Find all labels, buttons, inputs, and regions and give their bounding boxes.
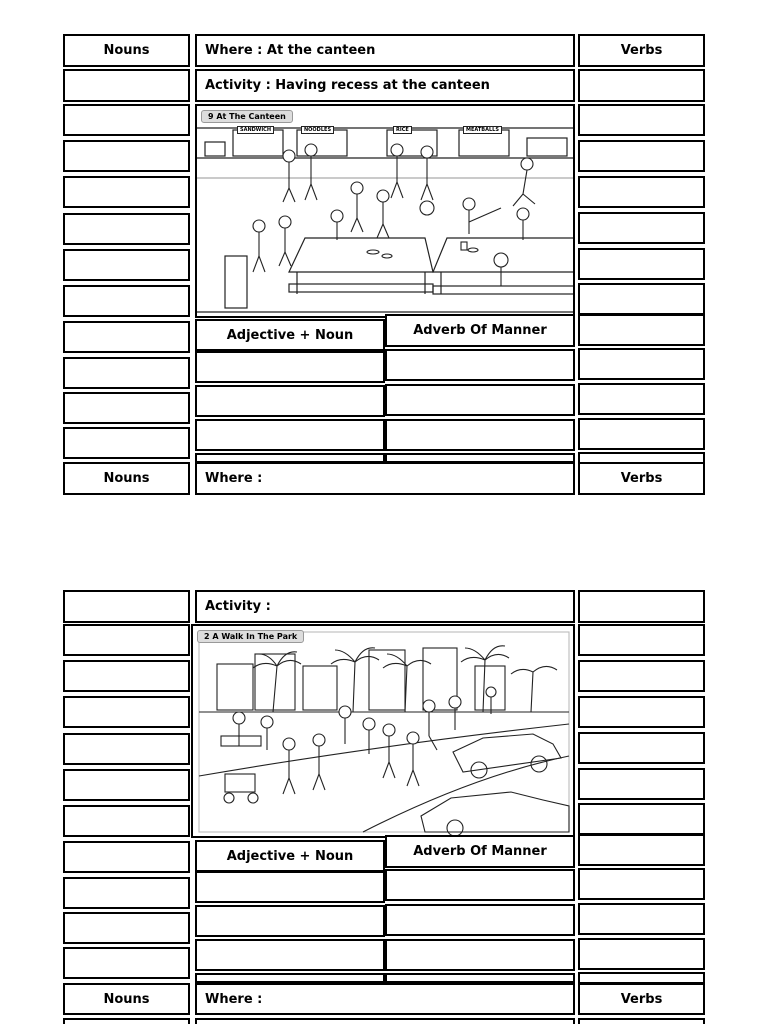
verbs-header-text: Verbs xyxy=(620,43,663,58)
noun-cell[interactable] xyxy=(63,912,190,944)
noun-cell[interactable] xyxy=(63,140,190,172)
verb-cell[interactable] xyxy=(578,212,705,244)
noun-cell[interactable] xyxy=(63,249,190,281)
stall-sign: SANDWICH xyxy=(237,126,274,134)
noun-cell[interactable] xyxy=(63,841,190,873)
nouns-header xyxy=(63,462,190,495)
verb-cell[interactable] xyxy=(578,176,705,208)
verb-cell[interactable] xyxy=(578,732,705,764)
park-illustration xyxy=(193,626,575,838)
where-field[interactable] xyxy=(195,983,575,1015)
verbs-header xyxy=(578,462,705,495)
activity-field[interactable] xyxy=(195,69,575,102)
verb-cell[interactable] xyxy=(578,903,705,935)
adjective-noun-cell[interactable] xyxy=(195,871,385,903)
verb-cell[interactable] xyxy=(578,283,705,315)
verb-cell[interactable] xyxy=(578,1018,705,1024)
where-text: Where : xyxy=(205,991,263,1007)
adverb-cell[interactable] xyxy=(385,973,575,983)
noun-cell[interactable] xyxy=(63,733,190,765)
verbs-header xyxy=(578,34,705,67)
noun-cell[interactable] xyxy=(63,321,190,353)
adverb-cell[interactable] xyxy=(385,349,575,381)
adjective-noun-cell[interactable] xyxy=(195,419,385,451)
noun-cell[interactable] xyxy=(63,176,190,208)
verb-cell[interactable] xyxy=(578,104,705,136)
nouns-header xyxy=(63,983,190,1015)
park-picture xyxy=(191,624,575,838)
verbs-header-text: Verbs xyxy=(620,471,663,486)
verb-cell[interactable] xyxy=(578,348,705,380)
noun-cell[interactable] xyxy=(63,769,190,801)
noun-cell[interactable] xyxy=(63,69,190,102)
verb-cell[interactable] xyxy=(578,248,705,280)
noun-cell[interactable] xyxy=(63,624,190,656)
stall-sign: MEATBALLS xyxy=(463,126,502,134)
adjective-noun-header-text: Adjective + Noun xyxy=(226,327,354,343)
noun-cell[interactable] xyxy=(63,590,190,623)
park-picture-tag: 2 A Walk In The Park xyxy=(197,630,304,643)
adjective-noun-header xyxy=(195,319,385,351)
adverb-manner-header-text: Adverb Of Manner xyxy=(413,323,547,338)
noun-cell[interactable] xyxy=(63,392,190,424)
canteen-picture xyxy=(195,104,575,318)
verbs-header xyxy=(578,983,705,1015)
verb-cell[interactable] xyxy=(578,590,705,623)
verb-cell[interactable] xyxy=(578,624,705,656)
adverb-cell[interactable] xyxy=(385,869,575,901)
noun-cell[interactable] xyxy=(63,104,190,136)
activity-text: Activity : xyxy=(205,599,271,614)
verb-cell[interactable] xyxy=(578,660,705,692)
adverb-cell[interactable] xyxy=(385,419,575,451)
verb-cell[interactable] xyxy=(578,696,705,728)
verb-cell[interactable] xyxy=(578,140,705,172)
verb-cell[interactable] xyxy=(578,938,705,970)
adjective-noun-cell[interactable] xyxy=(195,973,385,983)
adjective-noun-header-text: Adjective + Noun xyxy=(226,848,354,864)
verb-cell[interactable] xyxy=(578,383,705,415)
stall-sign: NOODLES xyxy=(301,126,334,134)
noun-cell[interactable] xyxy=(63,947,190,979)
adverb-cell[interactable] xyxy=(385,939,575,971)
nouns-header-text: Nouns xyxy=(103,991,150,1007)
verbs-header-text: Verbs xyxy=(620,991,663,1007)
adverb-manner-header xyxy=(385,835,575,868)
adjective-noun-cell[interactable] xyxy=(195,905,385,937)
noun-cell[interactable] xyxy=(63,213,190,245)
verb-cell[interactable] xyxy=(578,803,705,835)
adjective-noun-header xyxy=(195,840,385,872)
where-text: Where : At the canteen xyxy=(205,43,376,58)
adjective-noun-cell[interactable] xyxy=(195,351,385,383)
where-text: Where : xyxy=(205,471,263,486)
adverb-cell[interactable] xyxy=(385,384,575,416)
adjective-noun-cell[interactable] xyxy=(195,385,385,417)
nouns-header-text: Nouns xyxy=(103,43,150,58)
noun-cell[interactable] xyxy=(63,357,190,389)
canteen-illustration xyxy=(197,106,575,318)
stall-sign: RICE xyxy=(393,126,412,134)
verb-cell[interactable] xyxy=(578,768,705,800)
activity-field[interactable] xyxy=(195,590,575,623)
adverb-cell[interactable] xyxy=(385,904,575,936)
verb-cell[interactable] xyxy=(578,418,705,450)
nouns-header xyxy=(63,34,190,67)
noun-cell[interactable] xyxy=(63,877,190,909)
noun-cell[interactable] xyxy=(63,660,190,692)
where-field[interactable] xyxy=(195,34,575,67)
adverb-manner-header-text: Adverb Of Manner xyxy=(413,844,547,859)
noun-cell[interactable] xyxy=(63,285,190,317)
adjective-noun-cell[interactable] xyxy=(195,939,385,971)
noun-cell[interactable] xyxy=(63,427,190,459)
activity-field[interactable] xyxy=(195,1018,575,1024)
adverb-manner-header xyxy=(385,314,575,347)
verb-cell[interactable] xyxy=(578,834,705,866)
activity-text: Activity : Having recess at the canteen xyxy=(205,78,490,93)
nouns-header-text: Nouns xyxy=(103,471,150,486)
noun-cell[interactable] xyxy=(63,696,190,728)
verb-cell[interactable] xyxy=(578,868,705,900)
where-field[interactable] xyxy=(195,462,575,495)
noun-cell[interactable] xyxy=(63,805,190,837)
noun-cell[interactable] xyxy=(63,1018,190,1024)
canteen-picture-tag: 9 At The Canteen xyxy=(201,110,293,123)
verb-cell[interactable] xyxy=(578,69,705,102)
verb-cell[interactable] xyxy=(578,314,705,346)
